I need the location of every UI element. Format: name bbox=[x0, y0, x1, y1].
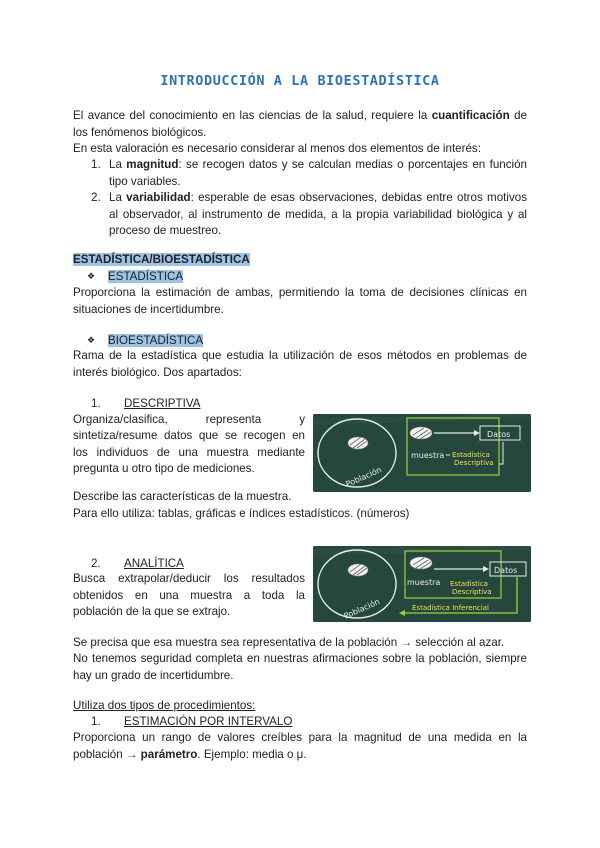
descriptiva-paragraph-3: Para ello utiliza: tablas, gráficas e índices estadísticos. (números) bbox=[73, 507, 410, 520]
intro-paragraph: El avance del conocimiento en las ciencias de la salud, requiere la cuantificación de los fenómenos biológicos. bbox=[73, 109, 527, 139]
analitica-diagram bbox=[313, 546, 531, 622]
section-heading: ESTADÍSTICA/BIOESTADÍSTICA bbox=[73, 253, 250, 266]
analitica-paragraph-2: Se precisa que esa muestra sea representativa de la población → selección al azar. bbox=[73, 636, 505, 649]
page-title: INTRODUCCIÓN A LA BIOESTADÍSTICA bbox=[160, 73, 440, 89]
intro-list bbox=[73, 157, 527, 240]
analitica-heading: 2. ANALÍTICA bbox=[91, 557, 184, 570]
inferencial-label: Estadística Inferencial bbox=[412, 604, 489, 612]
estadistica-paragraph: Proporciona la estimación de ambas, permitiendo la toma de decisiones clínicas en situaciones de incertidumbre. bbox=[73, 286, 527, 316]
intro-paragraph-2: En esta valoración es necesario considerar al menos dos elementos de interés: bbox=[73, 142, 481, 155]
muestra-label: muestra bbox=[411, 451, 445, 460]
descriptiva-heading: 1. DESCRIPTIVA bbox=[91, 397, 201, 410]
procedimientos-heading: Utiliza dos tipos de procedimientos: bbox=[73, 699, 256, 712]
descriptiva-line-1: Organiza/clasifica, representa y bbox=[73, 413, 305, 426]
analitica-paragraph: Busca extrapolar/deducir los resultados obtenidos en una muestra a toda la población de la que se extrajo. bbox=[73, 572, 305, 618]
subsection-estadistica: ❖ ESTADÍSTICA bbox=[73, 268, 527, 286]
analitica-diagram-svg bbox=[313, 546, 531, 622]
descriptiva-paragraph: sintetiza/resume datos que se recogen en los individuos de una muestra mediante pregunta u otro tipo de mediciones. bbox=[73, 429, 305, 475]
estimacion-heading: 1. ESTIMACIÓN POR INTERVALO bbox=[91, 715, 293, 728]
estadistica-label: Estadística bbox=[450, 580, 488, 588]
bold-term: cuantificación bbox=[431, 109, 510, 122]
descriptiva-label: Descriptiva bbox=[454, 459, 494, 467]
list-item: 1. La magnitud: se recogen datos y se calculan medias o porcentajes en función tipo variables. bbox=[91, 158, 527, 188]
estadistica-label: Estadística bbox=[452, 451, 490, 459]
datos-label: Datos bbox=[487, 430, 511, 439]
descriptiva-paragraph-2: Describe las características de la muestra. bbox=[73, 490, 292, 503]
analitica-paragraph-3: No tenemos seguridad completa en nuestras afirmaciones sobre la población, siempre hay un grado de incertidumbre. bbox=[73, 652, 527, 682]
datos-label: Datos bbox=[494, 566, 518, 575]
estimacion-paragraph: Proporciona un rango de valores creíbles para la magnitud de una medida en la población → parámetro. Ejemplo: media o μ. bbox=[73, 731, 527, 761]
descriptiva-diagram bbox=[313, 414, 531, 492]
descriptiva-label: Descriptiva bbox=[452, 588, 492, 596]
descriptiva-diagram-svg bbox=[313, 414, 531, 492]
diamond-bullet-icon: ❖ bbox=[87, 271, 96, 281]
poblacion-label: Población bbox=[344, 465, 383, 489]
poblacion-label: Población bbox=[342, 597, 382, 621]
list-item: 2. La variabilidad: esperable de esas observaciones, debidas entre otros motivos al observador, al instrumento de medida, a la propia variabilidad biológica y al proceso de muestreo. bbox=[91, 191, 527, 237]
subsection-bioestadistica: ❖ BIOESTADÍSTICA bbox=[73, 332, 527, 350]
diamond-bullet-icon: ❖ bbox=[87, 335, 96, 345]
muestra-label: muestra bbox=[407, 578, 441, 587]
bioestadistica-paragraph: Rama de la estadística que estudia la utilización de esos métodos en problemas de interés biológico. Dos apartados: bbox=[73, 349, 527, 379]
